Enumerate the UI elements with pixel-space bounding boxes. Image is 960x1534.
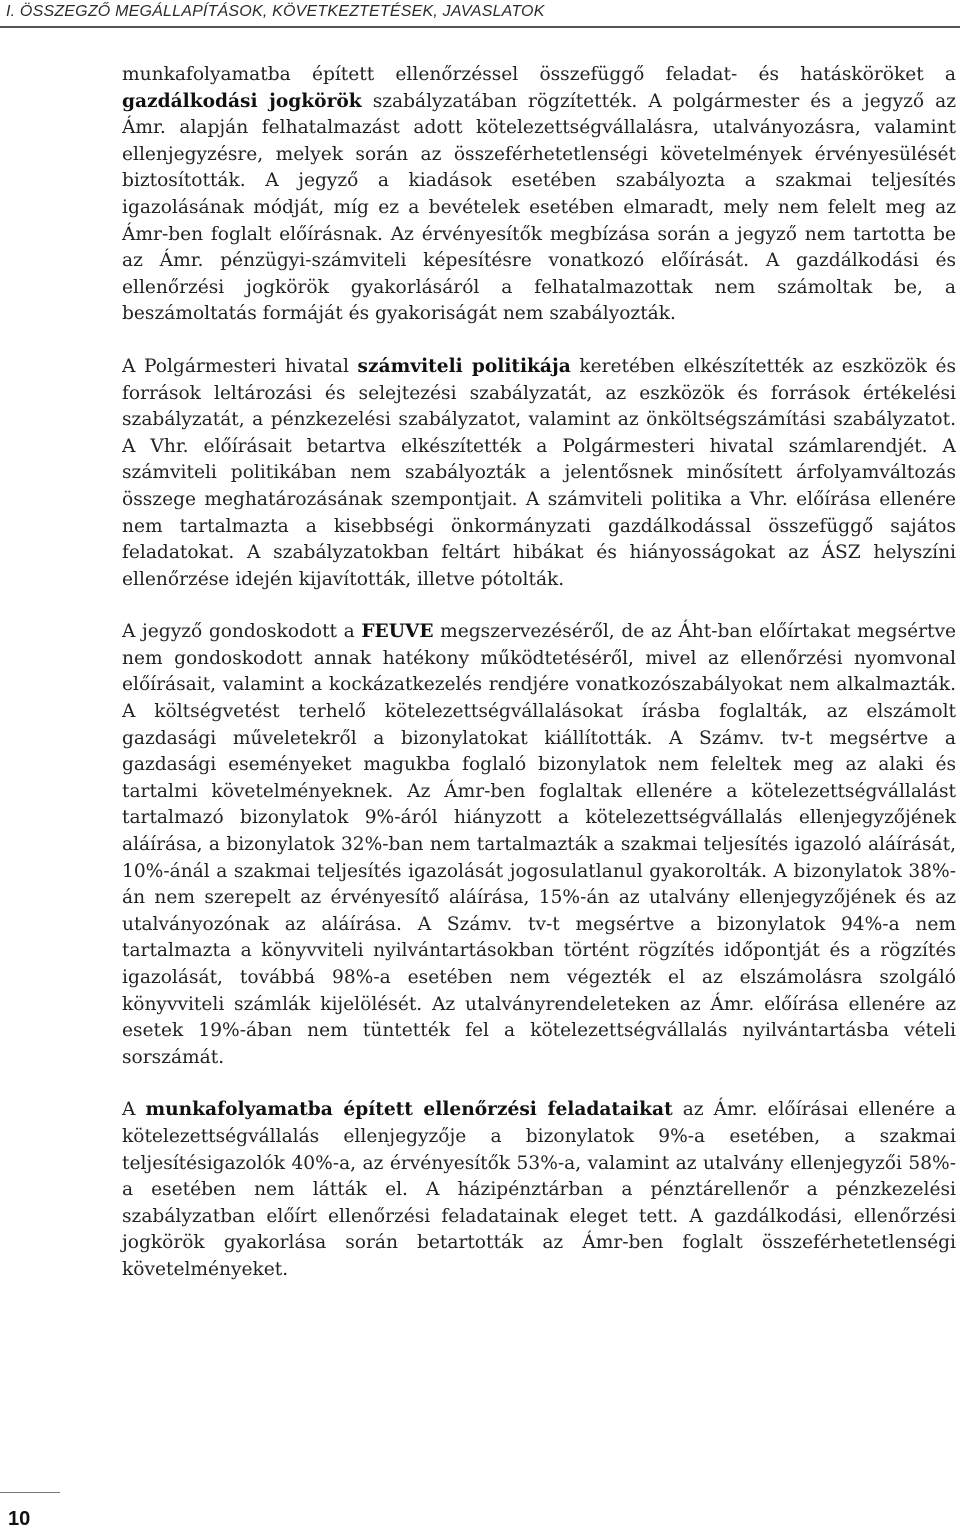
section-heading: I. ÖSSZEGZŐ MEGÁLLAPÍTÁSOK, KÖVETKEZTETÉSEK, JAVASLATOK (6, 3, 545, 20)
bold-term: munkafolyamatba épített ellenőrzési feladataikat (145, 1099, 673, 1121)
paragraph-munkafolyamat (122, 1097, 956, 1283)
bold-term: gazdálkodási jogkörök (122, 90, 362, 112)
text-run: A Polgármesteri hivatal (122, 355, 358, 377)
footer-divider (0, 1492, 60, 1493)
text-run: az Ámr. előírásai ellenére a kötelezettségvállalás ellenjegyzője a bizonylatok 9%-a esetében, a szakmai teljesítésigazolók 40%-a, az érvényesítők 53%-a, valamint az utalvány ellenjegyzői 58%-a esetében nem látták el. A házipénztárban a pénztárellenőr a pénzkezelési szabályzatban előírt ellenőrzési feladatainak eleget tett. A gazdálkodási, ellenőrzési jogkörök gyakorlása során betartották az Ámr-ben foglalt összeférhetetlenségi követelményeket. (122, 1099, 956, 1280)
text-run: megszervezéséről, de az Áht-ban előírtakat megsértve nem gondoskodott annak hatékony működtetéséről, mivel az ellenőrzési nyomvonal előírásait, valamint a kockázatkezelés rendjére vonatkozószabályokat nem alkalmazták. A költségvetést terhelő kötelezettségvállalásokat írásba foglalták, az elszámolt gazdasági műveletekről a bizonylatokat kiállították. A Számv. tv-t megsértve a gazdasági eseményeket magukba foglaló bizonylatok nem feleltek meg az alaki és tartalmi követelményeknek. Az Ámr-ben foglaltak ellenére a kötelezettségvállalást tartalmazó bizonylatok 9%-áról hiányzott a kötelezettségvállalás ellenjegyzőjének aláírása, a bizonylatok 32%-ban nem tartalmazták a szakmai teljesítés igazoló aláírását, 10%-ánál a szakmai teljesítés igazolását jogosulatlanul gyakorolták. A bizonylatok 38%-án nem szerepelt az érvényesítő aláírása, 15%-án az utalvány ellenjegyzőjének és az utalványozónak az aláírása. A Számv. tv-t megsértve a bizonylatok 94%-a nem tartalmazta a könyvviteli nyilvántartásokban történt rögzítés időpontját és a rögzítés igazolását, továbbá 98%-a esetében nem végezték el az elszámolásra szolgáló könyvviteli számlák kijelölését. Az utalványrendeleteken az Ámr. előírása ellenére az esetek 19%-ában nem tüntették fel a kötelezettségvállalás nyilvántartásba vételi sorszámát. (122, 621, 956, 1068)
paragraph-szamviteli-politika (122, 354, 956, 593)
text-run: szabályzatában rögzítették. A polgármester és a jegyző az Ámr. alapján felhatalmazást adott kötelezettségvállalásra, utalványozásra, valamint ellenjegyzésre, melyek során az összeférhetetlenségi követelmények érvényesülését biztosították. A jegyző a kiadások esetében szabályozta a szakmai teljesítés igazolásának módját, míg ez a bevételek esetében elmaradt, mely nem felelt meg az Ámr-ben foglalt előírásnak. Az érvényesítők megbízása során a jegyző nem tartotta be az Ámr. pénzügyi-számviteli képesítésre vonatkozó előírását. A gazdálkodási és ellenőrzési jogkörök gyakorlásáról a felhatalmazottak nem számoltak be, a beszámoltatás formáját és gyakoriságát nem szabályozták. (122, 90, 956, 325)
bold-term: FEUVE (361, 621, 434, 643)
paragraph-feuve (122, 619, 956, 1071)
text-run: A (122, 1099, 146, 1121)
page-number: 10 (8, 1508, 31, 1530)
bold-term: számviteli politikája (357, 355, 571, 377)
text-run: keretében elkészítették az eszközök és források leltározási és selejtezési szabályzatát, az eszközök és források értékelési szabályzatát, a pénzkezelési szabályzatot, valamint az önköltségszámítási szabályzatot. A Vhr. előírásait betartva elkészítették a Polgármesteri hivatal számlarendjét. A számviteli politikában nem szabályozták a jelentősnek minősített árfolyamváltozás összege meghatározásának szempontjait. A számviteli politika a Vhr. előírása ellenére nem tartalmazta a kisebbségi önkormányzati gazdálkodással összefüggő sajátos feladatokat. A szabályzatokban feltárt hibákat és hiányosságokat az ÁSZ helyszíni ellenőrzése idején kijavították, illetve pótolták. (122, 355, 957, 590)
text-run: A jegyző gondoskodott a (122, 621, 362, 643)
paragraph-jogkorok (122, 62, 956, 328)
header-divider (0, 26, 960, 28)
page-header (0, 0, 960, 28)
document-body (122, 62, 956, 1310)
text-run: munkafolyamatba épített ellenőrzéssel összefüggő feladat- és hatásköröket a (122, 64, 956, 85)
